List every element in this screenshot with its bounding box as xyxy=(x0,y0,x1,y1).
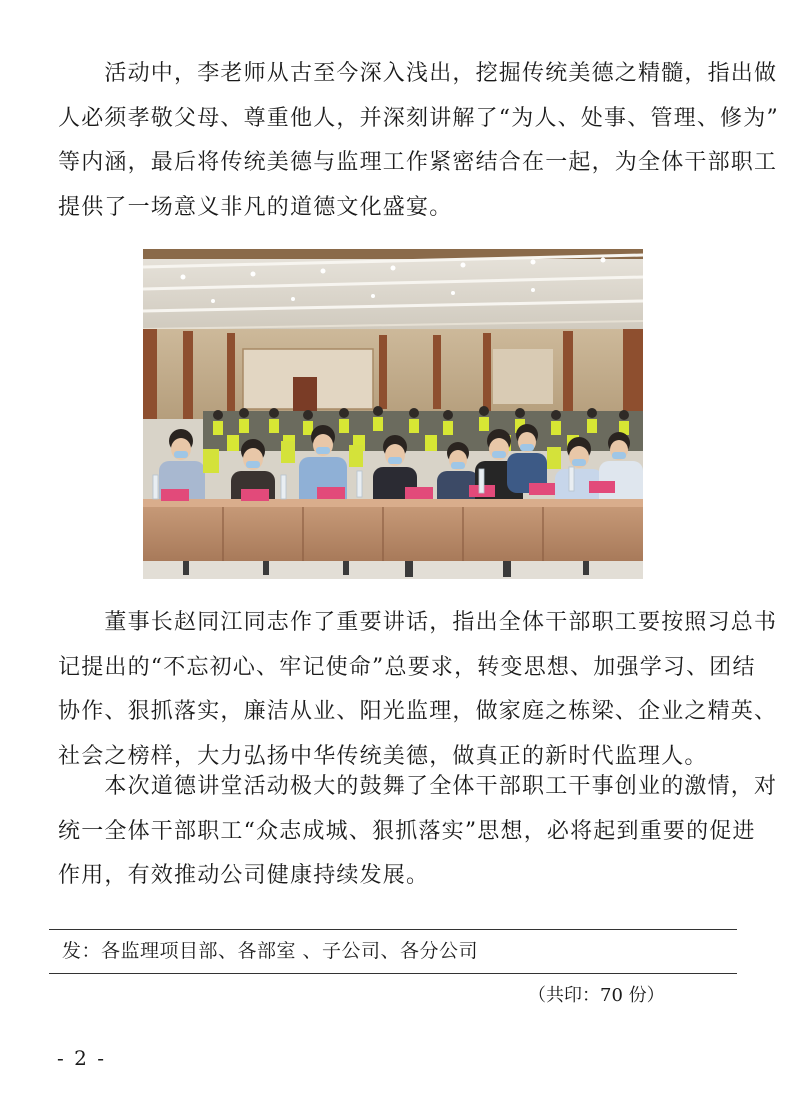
divider-top xyxy=(49,929,737,930)
text-line: 提供了一场意义非凡的道德文化盛宴。 xyxy=(58,194,453,220)
text-line: 统一全体干部职工“众志成城、狠抓落实”思想，必将起到重要的促进 xyxy=(58,818,756,844)
text-line: 记提出的“不忘初心、牢记使命”总要求，转变思想、加强学习、团结 xyxy=(58,654,756,680)
text-line: 董事长赵同江同志作了重要讲话，指出全体干部职工要按照习总书 xyxy=(58,610,778,635)
paragraph-chairman-speech xyxy=(58,601,778,779)
text-line: 协作、狠抓落实，廉洁从业、阳光监理，做家庭之栋梁、企业之精英、 xyxy=(58,699,778,724)
text-line: 本次道德讲堂活动极大的鼓舞了全体干部职工干事创业的激情，对 xyxy=(58,774,778,799)
paragraph-conclusion xyxy=(58,765,778,899)
text-line: 社会之榜样，大力弘扬中华传统美德，做真正的新时代监理人。 xyxy=(58,743,708,769)
text-line: 等内涵，最后将传统美德与监理工作紧密结合在一起，为全体干部职工 xyxy=(58,150,778,175)
print-copies: （共印：70 份） xyxy=(528,985,665,1006)
text-line: 活动中，李老师从古至今深入浅出，挖掘传统美德之精髓，指出做 xyxy=(58,61,778,86)
distribution-list: 发：各监理项目部、各部室 、子公司、各分公司 xyxy=(62,940,479,962)
event-photo xyxy=(143,249,643,579)
text-line: 作用，有效推动公司健康持续发展。 xyxy=(58,863,430,888)
text-line: 人必须孝敬父母、尊重他人，并深刻讲解了“为人、处事、管理、修为” xyxy=(58,105,779,131)
paragraph-activity xyxy=(58,52,779,230)
page-number: - 2 - xyxy=(57,1046,106,1070)
divider-bottom xyxy=(49,973,737,974)
